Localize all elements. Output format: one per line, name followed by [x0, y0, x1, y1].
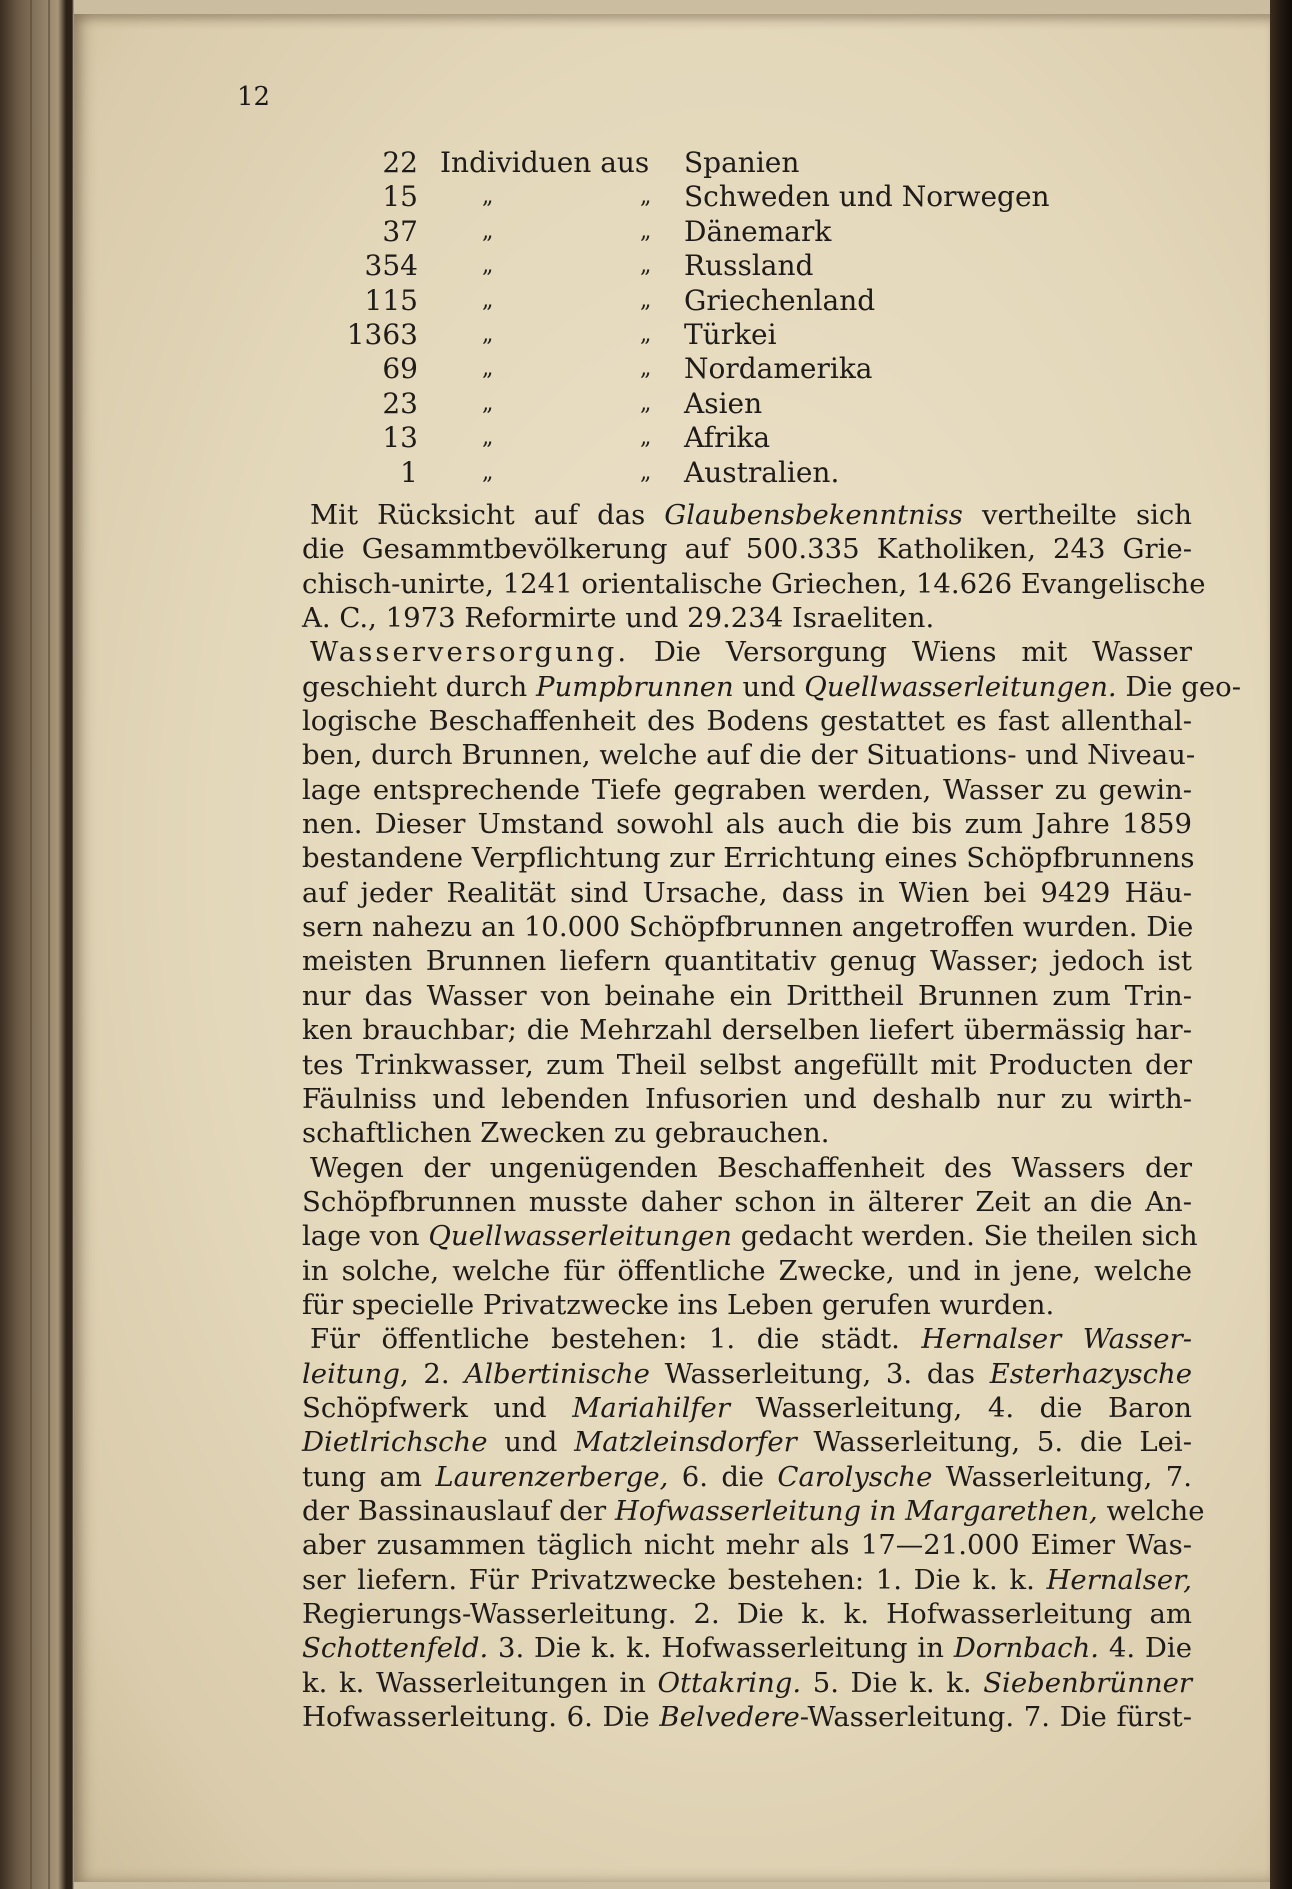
section-heading: Wasserversorgung.	[310, 636, 630, 669]
census-place: Asien	[684, 386, 763, 420]
page-edge	[30, 0, 32, 1889]
text-line: ser liefern. Für Privatzwecke bestehen: 1. Die k. k. Hernalser,	[302, 1563, 1192, 1596]
page-number: 12	[237, 82, 271, 112]
ditto-mark: „	[482, 218, 494, 244]
text-line: Schottenfeld. 3. Die k. k. Hofwasserleitung in Dornbach. 4. Die	[302, 1632, 1193, 1665]
census-place: Afrika	[684, 421, 771, 455]
census-place: Nordamerika	[684, 352, 873, 386]
text-line: Schöpfbrunnen musste daher schon in älterer Zeit an die An-	[302, 1185, 1192, 1218]
text-line: nen. Dieser Umstand sowohl als auch die bis zum Jahre 1859	[302, 808, 1192, 841]
census-place: Russland	[684, 249, 814, 283]
census-count: 354	[364, 249, 418, 283]
text-line: der Bassinauslauf der Hofwasserleitung in Margarethen, welche	[302, 1494, 1205, 1527]
census-place: Türkei	[684, 317, 777, 351]
ditto-mark: „	[640, 218, 652, 244]
text-line: k. k. Wasserleitungen in Ottakring. 5. Die k. k. Siebenbrünner	[302, 1666, 1192, 1699]
census-count: 13	[382, 421, 418, 455]
text-line: nur das Wasser von beinahe ein Drittheil Brunnen zum Trin-	[302, 979, 1192, 1012]
text-line: ken brauchbar; die Mehrzahl derselben liefert übermässig har-	[302, 1014, 1192, 1047]
text-line: für specielle Privatzwecke ins Leben gerufen wurden.	[302, 1288, 1055, 1321]
census-place: Australien.	[684, 455, 840, 489]
text-line: Wegen der ungenügenden Beschaffenheit des Wassers der	[310, 1151, 1192, 1184]
ditto-mark: „	[640, 287, 652, 313]
text-line: Regierungs-Wasserleitung. 2. Die k. k. Hofwasserleitung am	[302, 1598, 1192, 1630]
census-count: 115	[364, 283, 418, 317]
text-line: bestandene Verpflichtung zur Errichtung eines Schöpfbrunnens	[302, 842, 1195, 875]
ditto-mark: „	[640, 356, 652, 382]
census-place: Schweden und Norwegen	[684, 180, 1050, 214]
ditto-mark: „	[482, 184, 494, 210]
census-place: Dänemark	[684, 214, 832, 248]
text-line: lage von Quellwasserleitungen gedacht werden. Sie theilen sich	[302, 1220, 1198, 1253]
text-line: schaftlichen Zwecken zu gebrauchen.	[302, 1117, 830, 1150]
census-count: 22	[382, 146, 418, 179]
page-edge	[48, 0, 50, 1889]
text-line: Dietlrichsche und Matzleinsdorfer Wasserleitung, 5. die Lei-	[302, 1426, 1192, 1459]
text-line: tes Trinkwasser, zum Theil selbst angefüllt mit Producten der	[302, 1048, 1192, 1081]
ditto-mark: „	[482, 253, 494, 279]
ditto-mark: „	[640, 321, 652, 347]
text-line: tung am Laurenzerberge, 6. die Carolysche Wasserleitung, 7.	[302, 1460, 1192, 1493]
text-line: Fäulniss und lebenden Infusorien und deshalb nur zu wirth-	[302, 1082, 1192, 1115]
census-count: 1	[400, 455, 418, 489]
ditto-mark: „	[482, 390, 494, 416]
ditto-mark: „	[640, 184, 652, 210]
text-line: meisten Brunnen liefern quantitativ genug Wasser; jedoch ist	[302, 945, 1192, 978]
text-line: Hofwasserleitung. 6. Die Belvedere-Wasserleitung. 7. Die fürst-	[302, 1701, 1192, 1734]
census-place: Spanien	[684, 146, 800, 179]
text-line: chisch-unirte, 1241 orientalische Griechen, 14.626 Evangelische	[302, 567, 1206, 600]
ditto-mark: „	[640, 253, 652, 279]
text-line: auf jeder Realität sind Ursache, dass in Wien bei 9429 Häu-	[302, 876, 1192, 909]
census-count: 69	[382, 352, 418, 386]
census-count: 15	[382, 180, 418, 214]
ditto-mark: „	[482, 321, 494, 347]
text-line: die Gesammtbevölkerung auf 500.335 Katholiken, 243 Grie-	[302, 533, 1192, 566]
ditto-mark: „	[640, 425, 652, 451]
text-line: Mit Rücksicht auf das Glaubensbekenntniss vertheilte sich	[310, 499, 1192, 531]
text-line: A. C., 1973 Reformirte und 29.234 Israeliten.	[302, 602, 935, 635]
text-line: leitung, 2. Albertinische Wasserleitung, 3. das Esterhazysche	[302, 1357, 1192, 1390]
text-line: Schöpfwerk und Mariahilfer Wasserleitung, 4. die Baron	[302, 1391, 1192, 1424]
text-line: Für öffentliche bestehen: 1. die städt. Hernalser Wasser-	[310, 1323, 1193, 1356]
census-count: 23	[382, 386, 418, 420]
text-line: geschieht durch Pumpbrunnen und Quellwasserleitungen. Die geo-	[302, 670, 1241, 703]
text-line: lage entsprechende Tiefe gegraben werden, Wasser zu gewin-	[302, 773, 1192, 806]
page-body	[302, 498, 1241, 1734]
page-edge-right	[1270, 0, 1292, 1889]
text-line: ben, durch Brunnen, welche auf die der Situations- und Niveau-	[302, 739, 1196, 772]
text-line: aber zusammen täglich nicht mehr als 17—21.000 Eimer Was-	[302, 1529, 1192, 1562]
ditto-mark: „	[482, 425, 494, 451]
census-place: Griechenland	[684, 283, 876, 317]
text-line: Wasserversorgung. Die Versorgung Wiens mit Wasser	[310, 636, 1192, 669]
census-count: 37	[382, 214, 418, 248]
ditto-mark: „	[482, 459, 494, 485]
ditto-mark: „	[640, 459, 652, 485]
census-count: 1363	[346, 317, 418, 351]
text-line: logische Beschaffenheit des Bodens gestattet es fast allenthal-	[302, 705, 1192, 738]
census-prefix: Individuen aus	[440, 146, 650, 179]
ditto-mark: „	[640, 390, 652, 416]
ditto-mark: „	[482, 356, 494, 382]
text-line: sern nahezu an 10.000 Schöpfbrunnen angetroffen wurden. Die	[302, 911, 1194, 944]
ditto-mark: „	[482, 287, 494, 313]
text-line: in solche, welche für öffentliche Zwecke, und in jene, welche	[302, 1254, 1192, 1287]
